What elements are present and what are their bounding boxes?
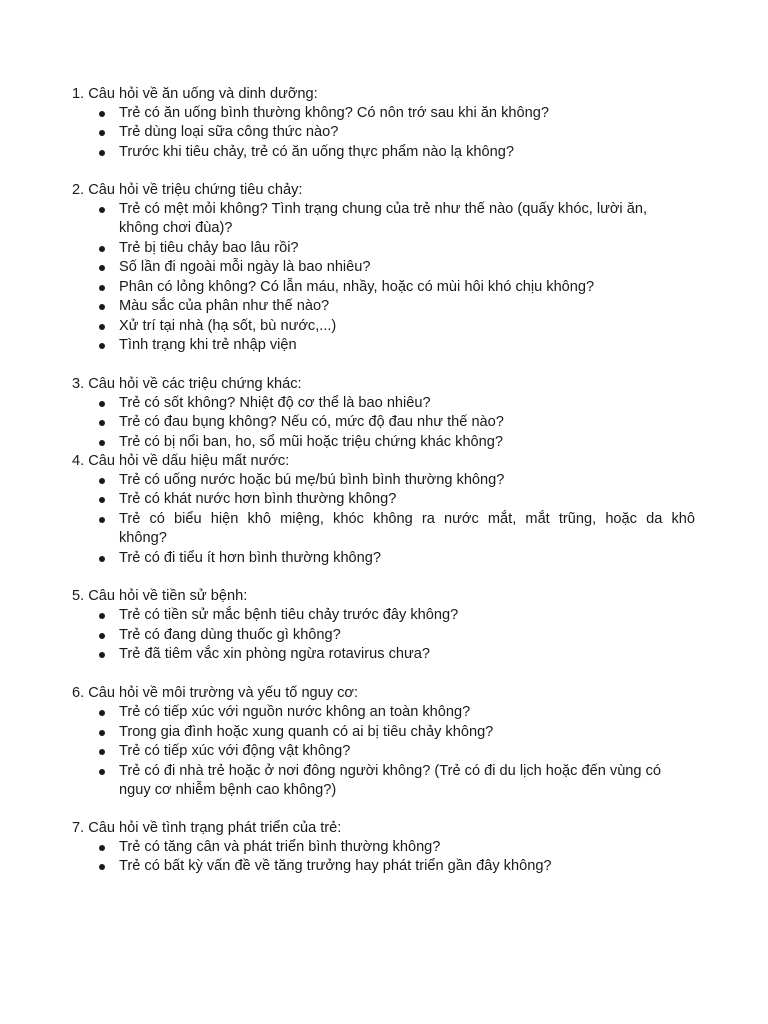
list-item: Trẻ có đang dùng thuốc gì không? — [119, 627, 341, 643]
list-item: Trẻ có sốt không? Nhiệt độ cơ thể là bao nhiêu? — [119, 395, 431, 411]
bullet-icon — [99, 613, 105, 619]
list-item: Trẻ có ăn uống bình thường không? Có nôn trớ sau khi ăn không? — [119, 105, 549, 121]
bullet-icon — [99, 652, 105, 658]
bullet-icon — [99, 343, 105, 349]
list-item: Trẻ có đi nhà trẻ hoặc ở nơi đông người không? (Trẻ có đi du lịch hoặc đến vùng có — [119, 763, 662, 779]
list-item: Trẻ có đi tiểu ít hơn bình thường không? — [119, 550, 382, 566]
list-item: Trẻ có khát nước hơn bình thường không? — [119, 491, 397, 507]
section-heading: 5. Câu hỏi về tiền sử bệnh: — [72, 588, 248, 604]
bullet-icon — [99, 130, 105, 136]
list-item: Trẻ dùng loại sữa công thức nào? — [119, 124, 339, 140]
bullet-icon — [99, 710, 105, 716]
list-item: Số lần đi ngoài mỗi ngày là bao nhiêu? — [119, 259, 371, 275]
list-item: Trong gia đình hoặc xung quanh có ai bị tiêu chảy không? — [119, 724, 494, 740]
list-item: Trẻ có biểu hiện khô miệng, khóc không ra nước mắt, mắt trũng, hoặc da khô — [119, 511, 695, 527]
list-item: Trẻ có bị nổi ban, ho, sổ mũi hoặc triệu chứng khác không? — [119, 434, 504, 450]
bullet-icon — [99, 246, 105, 252]
section-heading: 4. Câu hỏi về dấu hiệu mất nước: — [72, 453, 290, 469]
bullet-icon — [99, 845, 105, 851]
list-item-continuation: nguy cơ nhiễm bệnh cao không?) — [119, 782, 337, 798]
bullet-icon — [99, 730, 105, 736]
list-item: Trẻ có tiếp xúc với nguồn nước không an toàn không? — [119, 704, 471, 720]
list-item: Tình trạng khi trẻ nhập viện — [119, 337, 297, 353]
list-item: Xử trí tại nhà (hạ sốt, bù nước,...) — [119, 318, 337, 334]
list-item: Trẻ có đau bụng không? Nếu có, mức độ đau như thế nào? — [119, 414, 504, 430]
bullet-icon — [99, 420, 105, 426]
bullet-icon — [99, 207, 105, 213]
list-item: Trẻ có tiếp xúc với động vật không? — [119, 743, 351, 759]
list-item: Trước khi tiêu chảy, trẻ có ăn uống thực phẩm nào lạ không? — [119, 144, 514, 160]
section-heading: 3. Câu hỏi về các triệu chứng khác: — [72, 376, 302, 392]
bullet-icon — [99, 111, 105, 117]
section-heading: 2. Câu hỏi về triệu chứng tiêu chảy: — [72, 182, 303, 198]
bullet-icon — [99, 749, 105, 755]
bullet-icon — [99, 556, 105, 562]
list-item: Trẻ có bất kỳ vấn đề về tăng trưởng hay phát triển gần đây không? — [119, 858, 552, 874]
list-item: Trẻ bị tiêu chảy bao lâu rồi? — [119, 240, 299, 256]
bullet-icon — [99, 150, 105, 156]
list-item-continuation: không chơi đùa)? — [119, 220, 233, 236]
bullet-icon — [99, 633, 105, 639]
list-item: Màu sắc của phân như thế nào? — [119, 298, 330, 314]
section-heading: 6. Câu hỏi về môi trường và yếu tố nguy cơ: — [72, 685, 359, 701]
list-item: Trẻ có tiền sử mắc bệnh tiêu chảy trước đây không? — [119, 607, 459, 623]
list-item-continuation: không? — [119, 530, 167, 546]
list-item: Phân có lỏng không? Có lẫn máu, nhầy, hoặc có mùi hôi khó chịu không? — [119, 279, 595, 295]
list-item: Trẻ có tăng cân và phát triển bình thường không? — [119, 839, 441, 855]
bullet-icon — [99, 440, 105, 446]
bullet-icon — [99, 769, 105, 775]
bullet-icon — [99, 401, 105, 407]
bullet-icon — [99, 304, 105, 310]
section-heading: 1. Câu hỏi về ăn uống và dinh dưỡng: — [72, 86, 318, 102]
section-heading: 7. Câu hỏi về tình trạng phát triển của trẻ: — [72, 820, 342, 836]
bullet-icon — [99, 517, 105, 523]
bullet-icon — [99, 864, 105, 870]
bullet-icon — [99, 478, 105, 484]
bullet-icon — [99, 497, 105, 503]
list-item: Trẻ có mệt mỏi không? Tình trạng chung của trẻ như thế nào (quấy khóc, lười ăn, — [119, 201, 648, 217]
bullet-icon — [99, 324, 105, 330]
list-item: Trẻ đã tiêm vắc xin phòng ngừa rotavirus chưa? — [119, 646, 431, 662]
list-item: Trẻ có uống nước hoặc bú mẹ/bú bình bình thường không? — [119, 472, 505, 488]
bullet-icon — [99, 265, 105, 271]
bullet-icon — [99, 285, 105, 291]
